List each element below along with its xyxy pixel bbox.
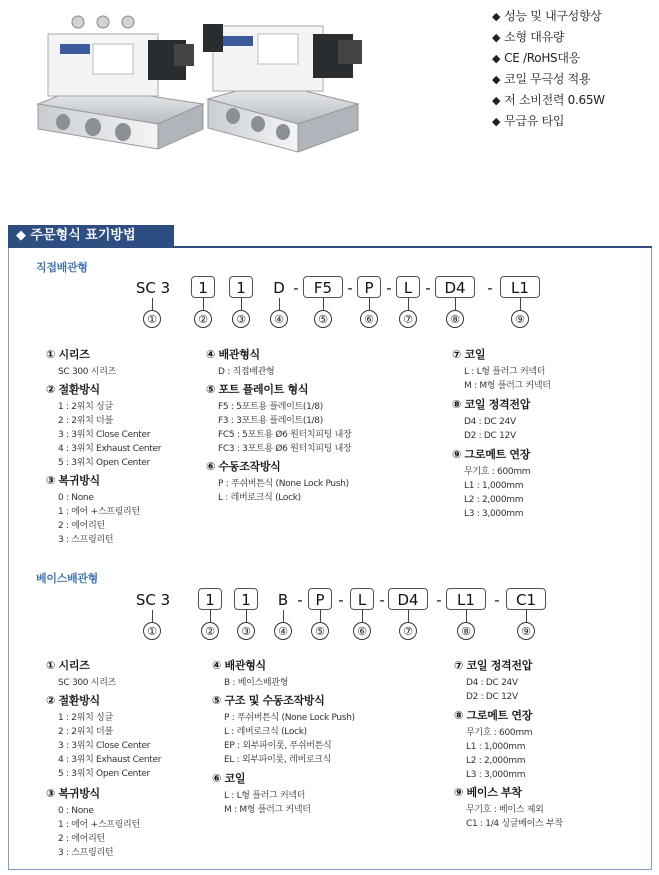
spec-group-manual xyxy=(206,458,349,505)
spec-item: L1 : 1,000mm xyxy=(466,742,526,752)
num-circle: ④ xyxy=(274,622,292,640)
num-circle: ② xyxy=(194,310,212,328)
feature-item xyxy=(492,48,605,69)
spec-group-port-plate xyxy=(206,381,351,456)
spec-item: 5 : 3위치 Open Center xyxy=(58,458,150,468)
spec-item: 3 : 스프링리턴 xyxy=(58,535,114,545)
code-box: F5 xyxy=(303,276,343,298)
code-tick xyxy=(455,298,456,310)
spec-item: 2 : 에어리턴 xyxy=(58,521,105,531)
code-dash: - xyxy=(425,279,431,297)
spec-group-piping xyxy=(212,657,288,690)
feature-list xyxy=(492,6,605,132)
num-circle: ⑥ xyxy=(353,622,371,640)
code-tick xyxy=(362,610,363,622)
code-box: D4 xyxy=(435,276,475,298)
spec-group-piping xyxy=(206,346,274,379)
spec-item: SC 300 시리즈 xyxy=(58,367,116,377)
banner-title: 주문형식 표기방법 xyxy=(30,228,136,243)
num-circle: ③ xyxy=(232,310,250,328)
spec-group-series xyxy=(46,346,116,379)
spec-item: F3 : 3포트용 플레이트(1/8) xyxy=(218,416,323,426)
feature-item xyxy=(492,111,605,132)
spec-item: P : 푸쉬버튼식 (None Lock Push) xyxy=(218,479,349,489)
code-tick xyxy=(320,610,321,622)
num-circle: ① xyxy=(143,310,161,328)
spec-heading: ⑤ 구조 및 수동조작방식 xyxy=(212,694,325,707)
spec-item: 1 : 2위치 싱글 xyxy=(58,402,113,412)
spec-heading: ⑦ 코일 xyxy=(452,348,486,361)
spec-item: L : L형 플러그 커넥터 xyxy=(224,791,306,801)
spec-item: M : M형 플러그 커넥터 xyxy=(224,805,311,815)
code-tick xyxy=(241,298,242,310)
feature-text: 성능 및 내구성향상 xyxy=(504,9,602,23)
code-box: 1 xyxy=(229,276,253,298)
spec-group-switching xyxy=(46,381,161,470)
spec-item: 0 : None xyxy=(58,493,94,503)
spec-item: D4 : DC 24V xyxy=(466,678,518,688)
code-box: C1 xyxy=(506,588,546,610)
code-box: P xyxy=(357,276,381,298)
spec-item: SC 300 시리즈 xyxy=(58,678,116,688)
order-code-base xyxy=(0,588,659,612)
code-letter: B xyxy=(277,591,289,609)
feature-text: 코일 무극성 적용 xyxy=(504,72,591,86)
spec-item: 0 : None xyxy=(58,806,94,816)
feature-text: CE /RoHS대응 xyxy=(504,51,580,65)
spec-item: 무기호 : 베이스 제외 xyxy=(466,805,544,815)
code-box: L xyxy=(350,588,374,610)
code-box: L1 xyxy=(446,588,486,610)
num-circle: ③ xyxy=(237,622,255,640)
spec-heading: ③ 복귀방식 xyxy=(46,474,100,487)
code-tick xyxy=(520,298,521,310)
order-code-direct xyxy=(0,276,659,300)
spec-item: L : L형 플러그 커넥터 xyxy=(464,367,546,377)
code-box: 1 xyxy=(191,276,215,298)
spec-item: D4 : DC 24V xyxy=(464,417,516,427)
spec-heading: ⑥ 코일 xyxy=(212,772,246,785)
diamond-bullet-icon: ◆ xyxy=(492,31,501,44)
diamond-bullet-icon: ◆ xyxy=(492,115,501,128)
spec-heading: ⑨ 베이스 부착 xyxy=(454,786,522,799)
spec-item: 4 : 3위치 Exhaust Center xyxy=(58,444,162,454)
spec-item: 3 : 3위치 Close Center xyxy=(58,741,151,751)
spec-item: D : 직접배관형 xyxy=(218,367,275,377)
code-tick xyxy=(210,610,211,622)
spec-group-switching xyxy=(46,692,161,781)
spec-item: L : 레버로크식 (Lock) xyxy=(224,727,307,737)
spec-item: EP : 외부파이롯, 푸쉬버튼식 xyxy=(224,741,332,751)
num-circle: ② xyxy=(201,622,219,640)
diamond-bullet-icon: ◆ xyxy=(492,73,501,86)
code-tick xyxy=(279,298,280,310)
feature-item xyxy=(492,27,605,48)
spec-item: 무기호 : 600mm xyxy=(466,728,533,738)
spec-item: P : 푸쉬버튼식 (None Lock Push) xyxy=(224,713,355,723)
code-dash: - xyxy=(379,591,385,609)
feature-item xyxy=(492,90,605,111)
diamond-bullet-icon: ◆ xyxy=(16,228,31,243)
num-circle: ④ xyxy=(270,310,288,328)
code-tick xyxy=(152,298,153,310)
spec-group-coil xyxy=(212,770,311,817)
spec-heading: ⑧ 그로메트 연장 xyxy=(454,709,533,722)
num-circle: ⑧ xyxy=(446,310,464,328)
spec-item: 5 : 3위치 Open Center xyxy=(58,769,150,779)
spec-item: 4 : 3위치 Exhaust Center xyxy=(58,755,162,765)
spec-group-voltage xyxy=(452,396,530,443)
code-tick xyxy=(152,610,153,622)
code-box: L xyxy=(396,276,420,298)
num-circle: ⑦ xyxy=(399,622,417,640)
feature-item xyxy=(492,6,605,27)
num-circle: ⑨ xyxy=(517,622,535,640)
spec-heading: ② 절환방식 xyxy=(46,694,100,707)
spec-item: L3 : 3,000mm xyxy=(464,509,524,519)
spec-item: L2 : 2,000mm xyxy=(466,756,526,766)
spec-group-coil xyxy=(452,346,551,393)
spec-item: D2 : DC 12V xyxy=(466,692,518,702)
code-tick xyxy=(283,610,284,622)
spec-item: 2 : 에어리턴 xyxy=(58,834,105,844)
spec-group-structure xyxy=(212,692,355,767)
spec-group-grommet xyxy=(454,707,532,782)
spec-heading: ⑤ 포트 플레이트 형식 xyxy=(206,383,309,396)
code-box: 1 xyxy=(198,588,222,610)
section-title-base: 베이스배관형 xyxy=(36,572,98,585)
spec-group-series xyxy=(46,657,116,690)
num-circle: ⑥ xyxy=(360,310,378,328)
code-dash: - xyxy=(338,591,344,609)
code-tick xyxy=(408,298,409,310)
code-tick xyxy=(526,610,527,622)
spec-group-grommet xyxy=(452,446,530,521)
spec-group-return xyxy=(46,785,140,860)
feature-text: 저 소비전력 0.65W xyxy=(504,93,605,107)
num-circle: ① xyxy=(143,622,161,640)
diamond-bullet-icon: ◆ xyxy=(492,52,501,65)
spec-item: B : 베이스배관형 xyxy=(224,678,289,688)
spec-item: D2 : DC 12V xyxy=(464,431,516,441)
diamond-bullet-icon: ◆ xyxy=(492,94,501,107)
code-tick xyxy=(369,298,370,310)
code-prefix: SC 3 xyxy=(135,279,171,297)
spec-item: EL : 외부파이롯, 레버로크식 xyxy=(224,755,332,765)
spec-heading: ② 절환방식 xyxy=(46,383,100,396)
spec-heading: ⑦ 코일 정격전압 xyxy=(454,659,533,672)
spec-group-voltage xyxy=(454,657,532,704)
code-dash: - xyxy=(494,591,500,609)
code-tick xyxy=(246,610,247,622)
spec-heading: ④ 배관형식 xyxy=(206,348,260,361)
code-dash: - xyxy=(487,279,493,297)
spec-item: C1 : 1/4 싱글베이스 부착 xyxy=(466,819,563,829)
spec-heading: ⑨ 그로메트 연장 xyxy=(452,448,531,461)
code-tick xyxy=(408,610,409,622)
code-dash: - xyxy=(386,279,392,297)
spec-item: 2 : 2위치 더블 xyxy=(58,727,113,737)
spec-heading: ① 시리즈 xyxy=(46,659,90,672)
spec-heading: ③ 복귀방식 xyxy=(46,787,100,800)
code-letter: D xyxy=(273,279,285,297)
code-tick xyxy=(466,610,467,622)
num-circle: ⑧ xyxy=(457,622,475,640)
code-box: D4 xyxy=(388,588,428,610)
feature-text: 소형 대유량 xyxy=(504,30,565,44)
spec-item: FC5 : 5포트용 Ø6 원터치피팅 내장 xyxy=(218,430,352,440)
spec-item: 3 : 스프링리턴 xyxy=(58,848,114,858)
spec-item: 1 : 에어 +스프링리턴 xyxy=(58,507,140,517)
spec-item: F5 : 5포트용 플레이트(1/8) xyxy=(218,402,323,412)
diamond-bullet-icon: ◆ xyxy=(492,10,501,23)
feature-item xyxy=(492,69,605,90)
spec-group-base xyxy=(454,784,563,831)
spec-item: M : M형 플러그 커넥터 xyxy=(464,381,551,391)
code-box: L1 xyxy=(500,276,540,298)
product-photo xyxy=(8,4,398,154)
spec-item: 3 : 3위치 Close Center xyxy=(58,430,151,440)
section-title-direct: 직접배관형 xyxy=(36,261,88,274)
code-dash: - xyxy=(436,591,442,609)
num-circle: ⑦ xyxy=(399,310,417,328)
code-tick xyxy=(203,298,204,310)
num-circle: ⑨ xyxy=(511,310,529,328)
code-dash: - xyxy=(347,279,353,297)
spec-item: L2 : 2,000mm xyxy=(464,495,524,505)
code-tick xyxy=(323,298,324,310)
num-circle: ⑤ xyxy=(314,310,332,328)
spec-item: L3 : 3,000mm xyxy=(466,770,526,780)
spec-heading: ④ 배관형식 xyxy=(212,659,266,672)
spec-item: 1 : 에어 +스프링리턴 xyxy=(58,820,140,830)
code-dash: - xyxy=(293,279,299,297)
spec-item: 2 : 2위치 더블 xyxy=(58,416,113,426)
spec-heading: ① 시리즈 xyxy=(46,348,90,361)
spec-heading: ⑧ 코일 정격전압 xyxy=(452,398,531,411)
code-box: 1 xyxy=(234,588,258,610)
spec-heading: ⑥ 수동조작방식 xyxy=(206,460,281,473)
num-circle: ⑤ xyxy=(311,622,329,640)
code-prefix: SC 3 xyxy=(135,591,171,609)
code-dash: - xyxy=(297,591,303,609)
spec-group-return xyxy=(46,472,140,547)
spec-item: FC3 : 3포트용 Ø6 원터치피팅 내장 xyxy=(218,444,352,454)
code-box: P xyxy=(308,588,332,610)
spec-item: 1 : 2위치 싱글 xyxy=(58,713,113,723)
spec-item: L1 : 1,000mm xyxy=(464,481,524,491)
spec-item: L : 레버로크식 (Lock) xyxy=(218,493,301,503)
spec-item: 무기호 : 600mm xyxy=(464,467,531,477)
section-banner xyxy=(8,225,174,247)
feature-text: 무급유 타입 xyxy=(504,114,565,128)
